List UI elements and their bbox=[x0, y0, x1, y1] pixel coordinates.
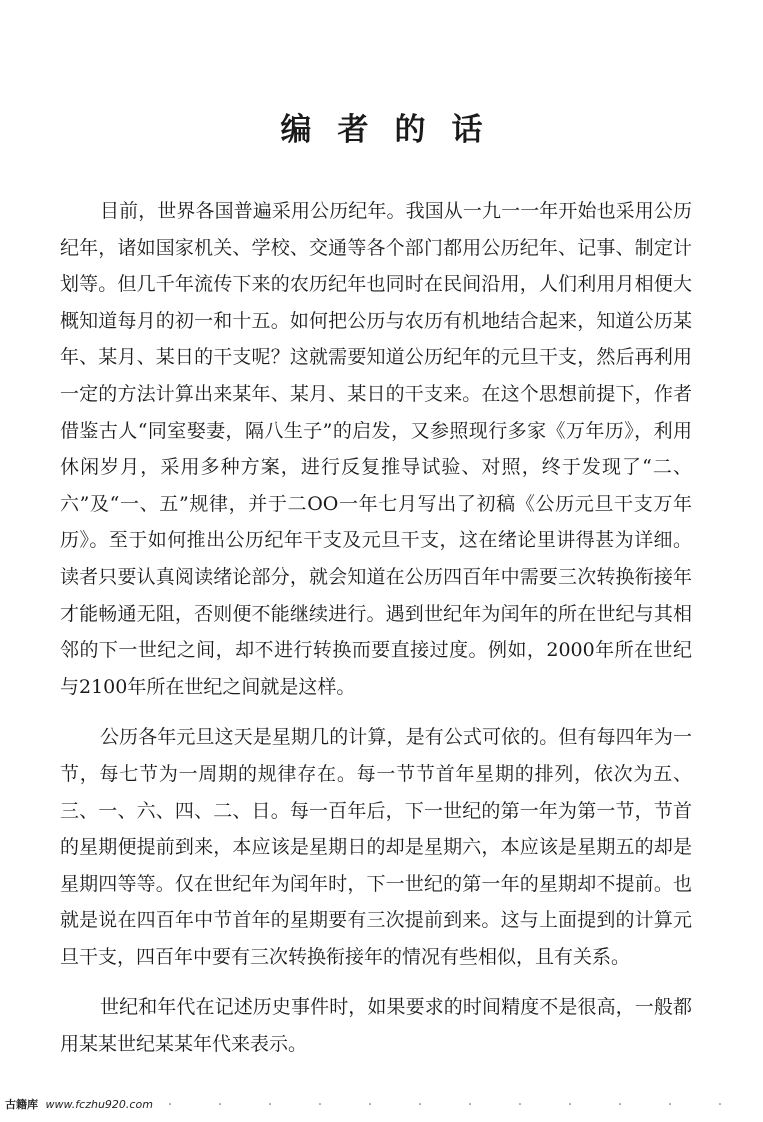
scan-dotted-line bbox=[160, 1098, 750, 1110]
footer-url: www.fczhu920.com bbox=[45, 1098, 153, 1111]
footer-watermark bbox=[5, 1098, 153, 1112]
paragraph-3: 世纪和年代在记述历史事件时，如果要求的时间精度不是很高，一般都用某某世纪某某年代来表示。 bbox=[60, 996, 692, 1056]
page-title: 编者的话 bbox=[280, 112, 509, 148]
footer-site-name: 古籍库 bbox=[5, 1098, 38, 1111]
body-text bbox=[60, 193, 692, 1077]
paragraph-2: 公历各年元旦这天是星期几的计算，是有公式可依的。但有每四年为一节，每七节为一周期的规律存在。每一节节首年星期的排列，依次为五、三、一、六、四、二、日。每一百年后，下一世纪的第一年为第一节，节首的星期便提前到来，本应该是星期日的却是星期六，本应该是星期五的却是星期四等等。仅在世纪年为闰年时，下一世纪的第一年的星期却不提前。也就是说在四百年中节首年的星期要有三次提前到来。这与上面提到的计算元旦干支，四百年中要有三次转换衔接年的情况有些相似，且有关系。 bbox=[60, 726, 692, 968]
paragraph-1: 目前，世界各国普遍采用公历纪年。我国从一九一一年开始也采用公历纪年，诸如国家机关、学校、交通等各个部门都用公历纪年、记事、制定计划等。但几千年流传下来的农历纪年也同时在民间沿用，人们利用月相便大概知道每月的初一和十五。如何把公历与农历有机地结合起来，知道公历某年、某月、某日的干支呢？这就需要知道公历纪年的元旦干支，然后再利用一定的方法计算出来某年、某月、某日的干支来。在这个思想前提下，作者借鉴古人“同室娶妻，隔八生子”的启发，又参照现行多家《万年历》，利用休闲岁月，采用多种方案，进行反复推导试验、对照，终于发现了“二、六”及“一、五”规律，并于二OO一年七月写出了初稿《公历元旦干支万年历》。至于如何推出公历纪年干支及元旦干支，这在绪论里讲得甚为详细。读者只要认真阅读绪论部分，就会知道在公历四百年中需要三次转换衔接年才能畅通无阻，否则便不能继续进行。遇到世纪年为闰年的所在世纪与其相邻的下一世纪之间，却不进行转换而要直接过度。例如，2000年所在世纪与2100年所在世纪之间就是这样。 bbox=[60, 200, 692, 698]
